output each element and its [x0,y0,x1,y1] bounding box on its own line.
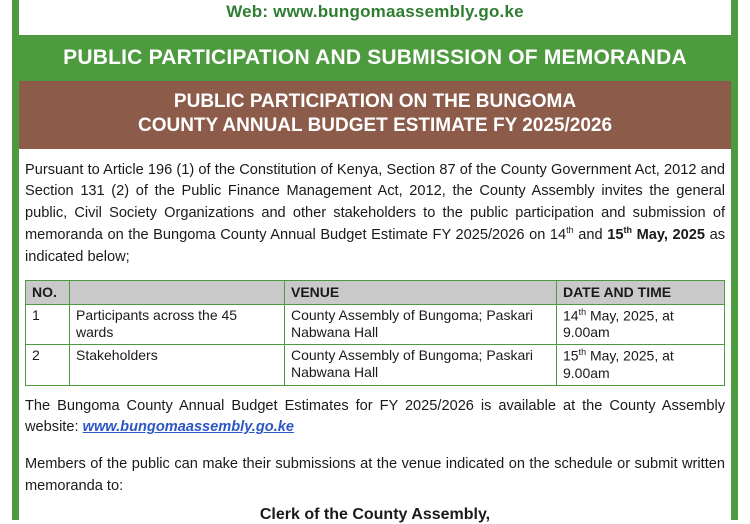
row-2-date-sup: th [578,347,587,358]
column-header-date-and-time: DATE AND TIME [557,281,725,304]
intro-text-part-2: and [573,227,608,244]
column-header-no: NO. [26,281,70,304]
green-title-banner: PUBLIC PARTICIPATION AND SUBMISSION OF MEMORANDA [19,32,731,81]
intro-sup-1: th [566,225,574,236]
row-1-date-rest: May, 2025, at 9.00am [563,307,674,341]
assembly-website-link[interactable]: www.bungomaassembly.go.ke [82,419,294,436]
intro-text-part-3: as indicated below; [25,227,726,265]
intro-bold-date-rest: May, 2025 [631,227,705,244]
row-1-date-day: 14 [563,307,579,324]
availability-text: The Bungoma County Annual Budget Estimates for FY 2025/2026 is available at the County Assembly website: [25,398,725,436]
row-1-no: 1 [26,304,70,345]
right-border-bar [731,0,738,520]
availability-paragraph [25,396,725,438]
intro-text-part-1: Pursuant to Article 196 (1) of the Constitution of Kenya, Section 87 of the County Government Act, 2012 and Section 131 (2) of the Public Finance Management Act, 2012, the County Assembly invites the general public, Civil Society Organizations and other stakeholders to the public participation and submission of memoranda on the Bungoma County Annual Budget Estimate FY 2025/2026 on 14 [25,161,725,244]
row-2-date [557,345,725,386]
table-row [26,345,725,386]
row-2-date-day: 15 [563,347,579,364]
intro-bold-sup: th [623,225,632,236]
clerk-line: Clerk of the County Assembly, [259,505,491,523]
website-line: Web: www.bungomaassembly.go.ke [226,2,524,21]
row-1-participants: Participants across the 45 wards [70,304,285,345]
brown-banner-line-1: PUBLIC PARTICIPATION ON THE BUNGOMA [173,91,577,113]
submissions-paragraph: Members of the public can make their submissions at the venue indicated on the schedule or submit written memoranda to: [25,456,725,494]
row-1-date-sup: th [578,306,587,317]
brown-subtitle-banner [19,81,731,149]
table-header-row [26,281,725,304]
notice-content [19,0,731,523]
schedule-table [25,280,725,386]
row-2-participants: Stakeholders [70,345,285,386]
brown-banner-line-2: COUNTY ANNUAL BUDGET ESTIMATE FY 2025/2026 [137,114,613,136]
row-2-no: 2 [26,345,70,386]
left-border-bar [12,0,19,520]
row-2-date-rest: May, 2025, at 9.00am [563,347,674,382]
table-row [26,304,725,345]
intro-bold-date: 15 [607,227,624,244]
row-1-date [557,304,725,345]
column-header-venue: VENUE [285,281,557,304]
column-header-participants [70,281,285,304]
row-2-venue: County Assembly of Bungoma; Paskari Nabwana Hall [285,345,557,386]
row-1-venue: County Assembly of Bungoma; Paskari Nabwana Hall [285,304,557,345]
intro-paragraph [25,160,725,269]
